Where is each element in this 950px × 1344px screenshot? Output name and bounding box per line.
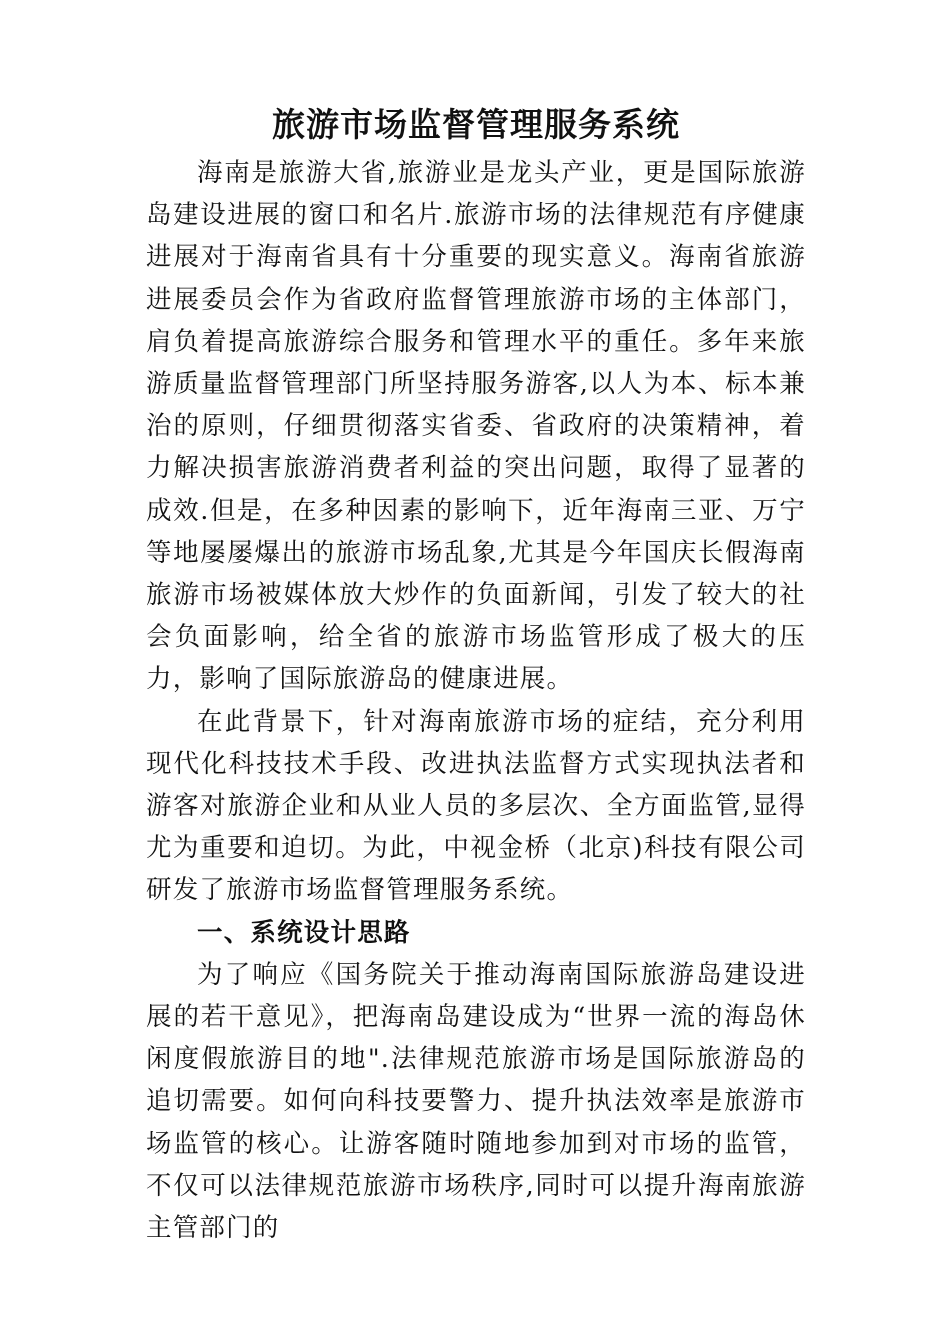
intro-paragraph-2: 在此背景下，针对海南旅游市场的症结，充分利用现代化科技技术手段、改进执法监督方式实现执法者和游客对旅游企业和从业人员的多层次、全方面监管,显得尤为重要和迫切。为此，中视金桥（北京)科技有限公司研发了旅游市场监督管理服务系统。	[146, 706, 806, 906]
document-page	[146, 98, 806, 1249]
intro-paragraph-1: 海南是旅游大省,旅游业是龙头产业，更是国际旅游岛建设进展的窗口和名片.旅游市场的法律规范有序健康进展对于海南省具有十分重要的现实意义。海南省旅游进展委员会作为省政府监督管理旅游市场的主体部门，肩负着提高旅游综合服务和管理水平的重任。多年来旅游质量监督管理部门所坚持服务游客,以人为本、标本兼治的原则，仔细贯彻落实省委、省政府的决策精神，着力解决损害旅游消费者利益的突出问题，取得了显著的成效.但是，在多种因素的影响下，近年海南三亚、万宁等地屡屡爆出的旅游市场乱象,尤其是今年国庆长假海南旅游市场被媒体放大炒作的负面新闻，引发了较大的社会负面影响，给全省的旅游市场监管形成了极大的压力，影响了国际旅游岛的健康进展。	[146, 158, 806, 695]
document-title: 旅游市场监督管理服务系统	[272, 105, 680, 144]
section-heading: 一、系统设计思路	[197, 917, 411, 948]
section-paragraph: 为了响应《国务院关于推动海南国际旅游岛建设进展的若干意见》，把海南岛建设成为“世界一流的海岛休闲度假旅游目的地".法律规范旅游市场是国际旅游岛的追切需要。如何向科技要警力、提升执法效率是旅游市场监管的核心。让游客随时随地参加到对市场的监管，不仅可以法律规范旅游市场秩序,同时可以提升海南旅游主管部门的	[146, 959, 806, 1244]
